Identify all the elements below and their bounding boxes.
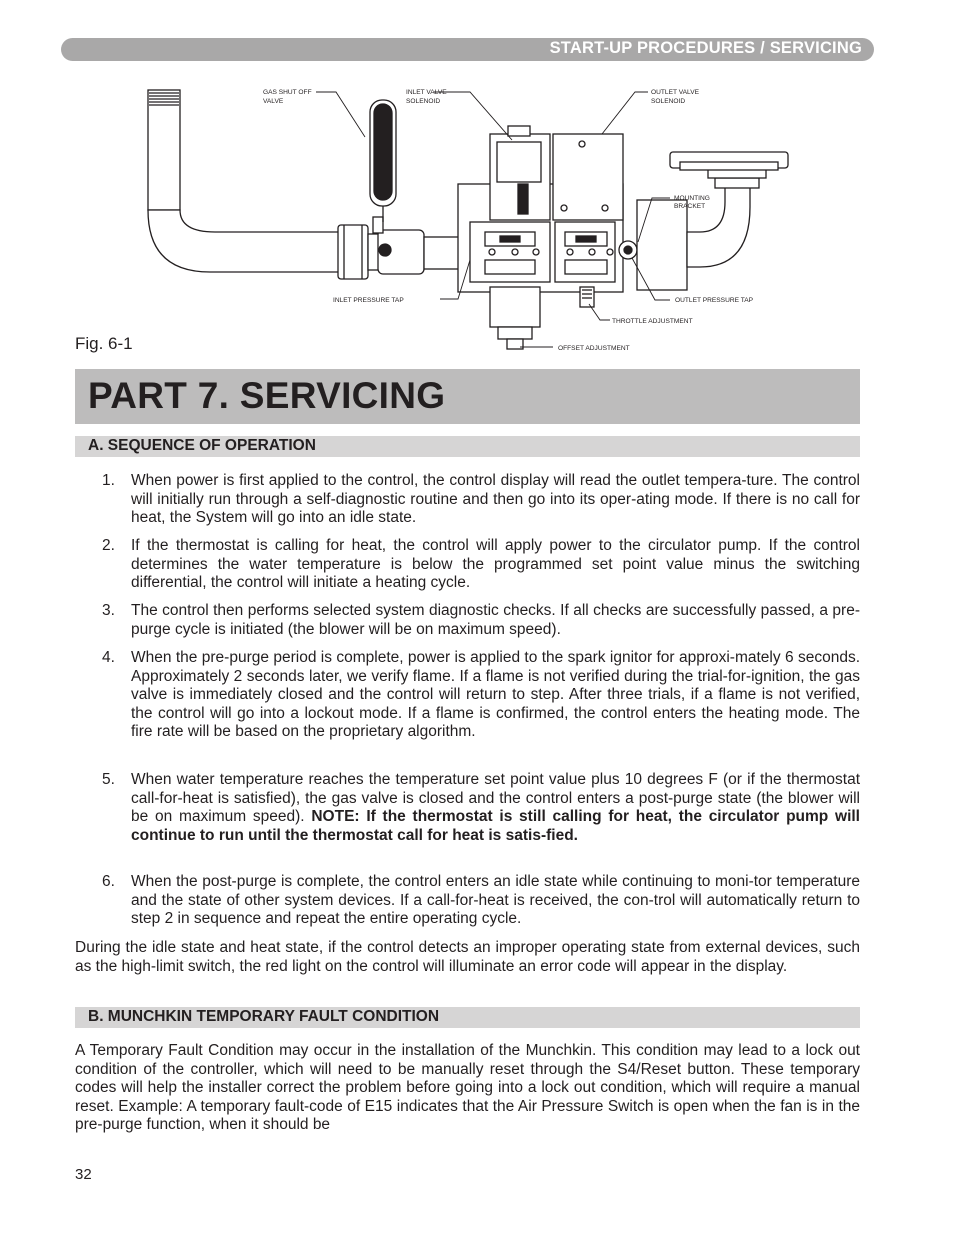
- list-item: [75, 602, 860, 639]
- figure-caption: Fig. 6-1: [75, 334, 133, 353]
- section-header-title: START-UP PROCEDURES / SERVICING: [549, 39, 862, 57]
- list-item-text: When the post-purge is complete, the control enters an idle state while continuing to moni-tor temperature and the state of other system devices. If a call-for-heat is received, the con-trol will automatically return to step 2 in sequence and repeat the entire operating cycle.: [131, 873, 860, 928]
- list-item: [75, 537, 860, 593]
- gas-valve-figure: [140, 82, 800, 357]
- section-a-header: [75, 436, 860, 457]
- list-item-text: When the pre-purge period is complete, power is applied to the spark ignitor for approxi-mately 6 seconds. Approximately 2 seconds later, we verify flame. If a flame is not verified during the trial-for-ignition, the gas valve is immediately closed and the control will return to step. After three trials, if a flame is not verified, the control will go into a lockout mode. If a flame is confirmed, the control enters the heating mode. The fire rate will be based on the proprietary algorithm.: [131, 649, 860, 741]
- callout-inlet-solenoid-line1: INLET VALVE: [406, 89, 447, 96]
- list-item-number: 1.: [102, 472, 115, 489]
- list-item-number: 4.: [102, 649, 115, 666]
- callout-inlet-solenoid-line2: SOLENOID: [406, 98, 441, 105]
- list-item: [75, 771, 860, 845]
- callout-outlet-pressure-tap: OUTLET PRESSURE TAP: [675, 297, 754, 304]
- section-a-closing-paragraph: During the idle state and heat state, if the control detects an improper operating state from external devices, such as the high-limit switch, the red light on the control will illuminate an error code will appear in the display.: [75, 939, 860, 975]
- list-item-text: When power is first applied to the control, the control display will read the outlet tempera-ture. The control will initially run through a self-diagnostic routine and then go into its oper-ating mode. If there is no call for heat, the System will go into an idle state.: [131, 472, 860, 527]
- section-b-header: [75, 1007, 860, 1028]
- callout-throttle-adjustment: THROTTLE ADJUSTMENT: [612, 318, 693, 325]
- list-item: [75, 873, 860, 929]
- callout-gas-shutoff-line1: GAS SHUT OFF: [263, 89, 312, 96]
- part-heading-bar: [75, 369, 860, 424]
- callout-outlet-solenoid-line1: OUTLET VALVE: [651, 89, 700, 96]
- list-item-text: The control then performs selected system diagnostic checks. If all checks are successfully passed, a pre-purge cycle is initiated (the blower will be on maximum speed).: [131, 602, 860, 638]
- callout-gas-shutoff-line2: VALVE: [263, 98, 284, 105]
- page-number: 32: [75, 1166, 92, 1183]
- callout-inlet-pressure-tap: INLET PRESSURE TAP: [333, 297, 404, 304]
- callout-mounting-bracket-line2: BRACKET: [674, 203, 706, 210]
- list-item-note: NOTE: If the thermostat is still calling for heat, the circulator pump will continue to run until the thermostat call for heat is satis-fied.: [131, 808, 860, 844]
- list-item: [75, 649, 860, 742]
- list-item-text: If the thermostat is calling for heat, the control will apply power to the circulator pump. If the control determines the water temperature is below the programmed set point value minus the switching differential, the control will initiate a heating cycle.: [131, 537, 860, 592]
- list-item-number: 5.: [102, 771, 115, 788]
- callout-offset-adjustment: OFFSET ADJUSTMENT: [558, 345, 630, 352]
- section-b-title: B. MUNCHKIN TEMPORARY FAULT CONDITION: [88, 1008, 440, 1025]
- list-item-text-block: [131, 771, 860, 845]
- section-a-title: A. SEQUENCE OF OPERATION: [88, 437, 316, 454]
- section-header-bar: [61, 38, 874, 61]
- list-item-text: When water temperature reaches the temperature set point value plus 10 degrees F (or if the thermostat call-for-heat is satisfied), the gas valve is closed and the control enters a post-purge state (the blower will be on maximum speed).: [131, 771, 860, 826]
- list-item-number: 6.: [102, 873, 115, 890]
- list-item-number: 3.: [102, 602, 115, 619]
- callout-mounting-bracket-line1: MOUNTING: [674, 195, 710, 202]
- section-b-paragraph: A Temporary Fault Condition may occur in the installation of the Munchkin. This condition may lead to a lock out condition of the controller, which will need to be manually reset through the S4/Reset button. These temporary codes will help the installer correct the problem before going into a lock out condition, which will require a manual reset. Example: A temporary fault-code of E15 indicates that the Air Pressure Switch is open when the fan is in the pre-purge function, when it should be: [75, 1042, 860, 1134]
- list-item: [75, 472, 860, 528]
- callout-outlet-solenoid-line2: SOLENOID: [651, 98, 686, 105]
- gas-valve-diagram: [140, 82, 800, 357]
- part-title: PART 7. SERVICING: [88, 375, 446, 416]
- list-item-number: 2.: [102, 537, 115, 554]
